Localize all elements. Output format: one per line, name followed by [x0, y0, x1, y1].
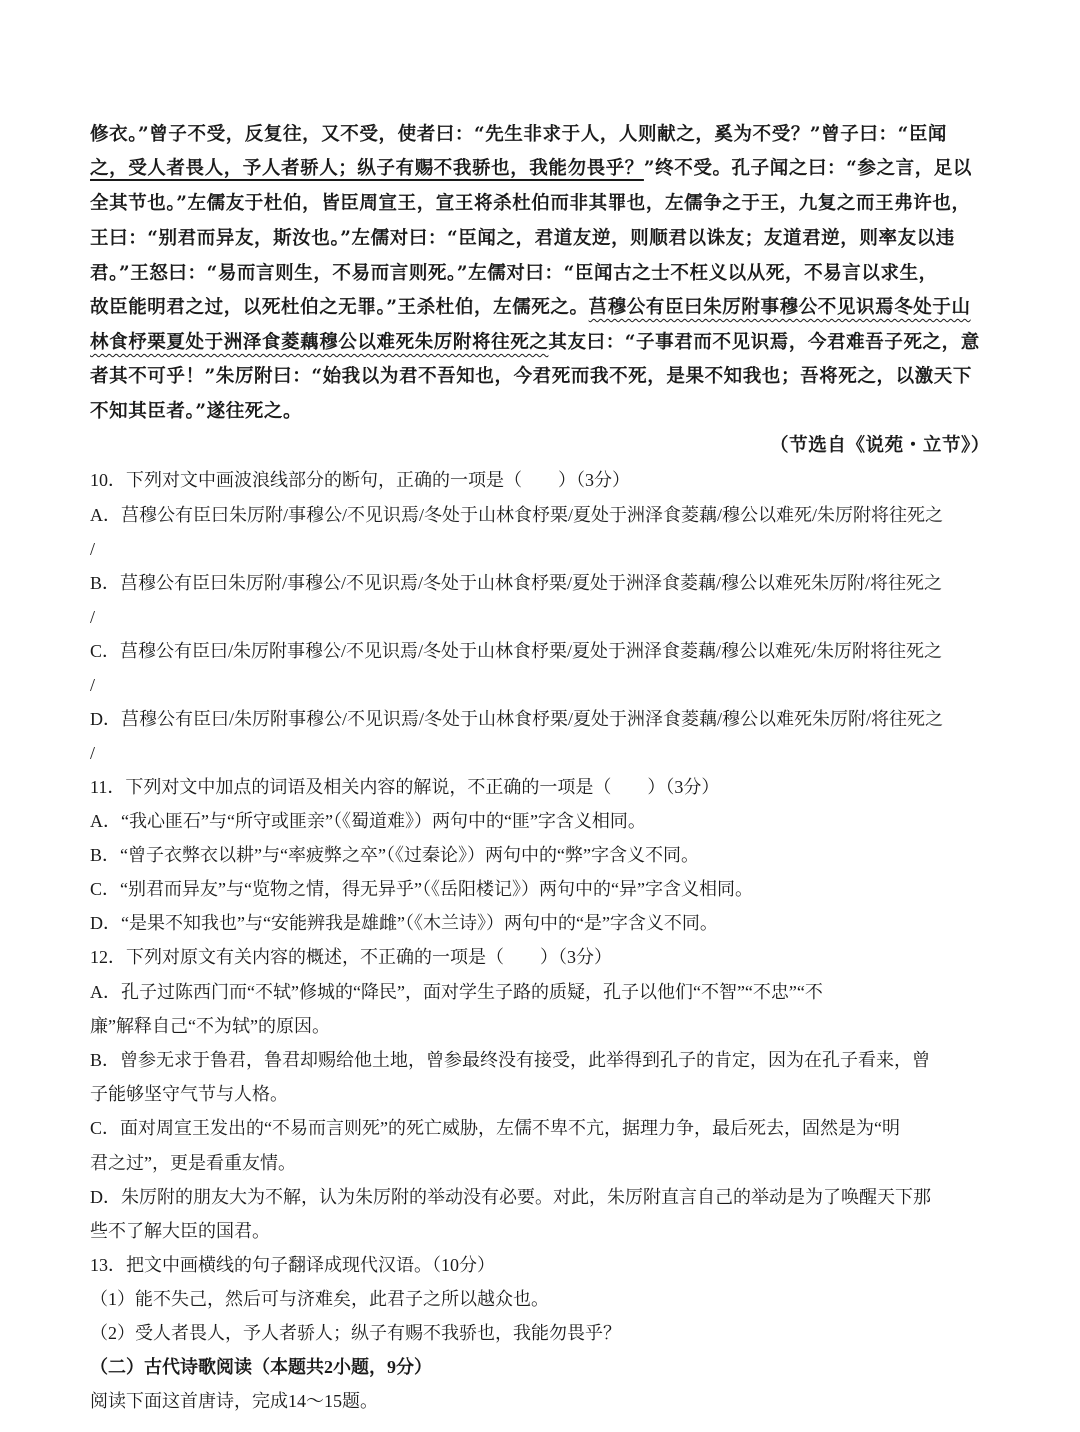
- q13-stem: 13．把文中画横线的句子翻译成现代汉语。（10分）: [90, 1255, 495, 1275]
- q10-option-b: B．莒穆公有臣曰朱厉附/事穆公/不见识焉/冬处于山林食杼栗/夏处于洲泽食菱藕/穆公以难死朱厉附/将往死之: [90, 573, 943, 593]
- q11-option-a: A．“我心匪石”与“所守或匪亲”（《蜀道难》）两句中的“匪”字含义相同。: [90, 811, 646, 831]
- q12-option-c-line-1: C．面对周宣王发出的“不易而言则死”的死亡威胁，左儒不卑不亢，据理力争，最后死去，固然是为“明: [90, 1118, 900, 1138]
- passage-line-2: [90, 156, 990, 182]
- passage-line-5: 君。”王怒曰：“易而言则生，不易而言则死。”左儒对曰：“臣闻古之士不枉义以从死，不易言以求生，: [90, 263, 938, 284]
- q10-option-a: A．莒穆公有臣曰朱厉附/事穆公/不见识焉/冬处于山林食杼栗/夏处于洲泽食菱藕/穆公以难死/朱厉附将往死之: [90, 505, 944, 525]
- q13-sentence-2: （2）受人者畏人，予人者骄人；纵子有赐不我骄也，我能勿畏乎？: [90, 1323, 621, 1343]
- q10-option-d: D．莒穆公有臣曰/朱厉附事穆公/不见识焉/冬处于山林食杼栗/夏处于洲泽食菱藕/穆公以难死朱厉附/将往死之: [90, 709, 944, 729]
- passage-line-1: 修衣。”曾子不受，反复往，又不受，使者曰：“先生非求于人，人则献之，奚为不受？”曾子曰：“臣闻: [90, 124, 948, 145]
- passage-line-3: 全其节也。”左儒友于杜伯，皆臣周宣王，宣王将杀杜伯而非其罪也，左儒争之于王，九复之而王弗许也，: [90, 193, 971, 214]
- passage-line-9: 不知其臣者。”遂往死之。: [90, 401, 303, 422]
- q10-option-d-tail: /: [90, 743, 96, 763]
- wavy-underlined-text-1: 莒穆公有臣曰朱厉附事穆公不见识焉冬处于山: [588, 297, 971, 318]
- section-2-title: （二）古代诗歌阅读（本题共2小题，9分）: [90, 1357, 432, 1377]
- q12-option-d-line-1: D．朱厉附的朋友大为不解，认为朱厉附的举动没有必要。对此，朱厉附直言自己的举动是为了唤醒天下那: [90, 1187, 931, 1207]
- passage-line-6-start: 故臣能明君之过，以死杜伯之无罪。”王杀杜伯，左儒死之。: [90, 297, 589, 318]
- q10-option-c: C．莒穆公有臣曰/朱厉附事穆公/不见识焉/冬处于山林食杼栗/夏处于洲泽食菱藕/穆公以难死/朱厉附将往死之: [90, 641, 943, 661]
- q10-stem: 10．下列对文中画波浪线部分的断句，正确的一项是（ ）（3分）: [90, 470, 630, 490]
- q10-option-c-tail: /: [90, 675, 96, 695]
- q12-option-c-line-2: 君之过”，更是看重友情。: [90, 1153, 296, 1173]
- passage-line-7: [90, 330, 990, 356]
- q11-stem: 11．下列对文中加点的词语及相关内容的解说，不正确的一项是（ ）（3分）: [90, 777, 720, 797]
- q12-option-a-line-1: A．孔子过陈西门而“不轼”修城的“降民”，面对学生子路的质疑，孔子以他们“不智”“不忠”“不: [90, 982, 823, 1002]
- passage-line-2-rest: ”终不受。孔子闻之曰：“参之言，足以: [643, 158, 972, 179]
- q12-option-b-line-2: 子能够坚守气节与人格。: [90, 1084, 288, 1104]
- q12-option-a-line-2: 廉”解释自己“不为轼”的原因。: [90, 1016, 330, 1036]
- q11-option-c: C．“别君而异友”与“览物之情，得无异乎”（《岳阳楼记》）两句中的“异”字含义相同。: [90, 879, 753, 899]
- passage-line-7-rest: 其友曰：“子事君而不见识焉，今君难吾子死之，意: [548, 332, 980, 353]
- q13-sentence-1: （1）能不失己，然后可与济难矣，此君子之所以越众也。: [90, 1289, 549, 1309]
- wavy-underlined-text-2: 林食杼栗夏处于洲泽食菱藕穆公以难死朱厉附将往死之: [90, 332, 549, 353]
- passage-source: （节选自《说苑・立节》）: [770, 435, 990, 456]
- q11-option-d: D．“是果不知我也”与“安能辨我是雄雌”（《木兰诗》）两句中的“是”字含义不同。: [90, 913, 718, 933]
- underlined-sentence: 之，受人者畏人，予人者骄人；纵子有赐不我骄也，我能勿畏乎？: [90, 158, 644, 179]
- passage-line-6: [90, 295, 990, 321]
- q12-stem: 12．下列对原文有关内容的概述，不正确的一项是（ ）（3分）: [90, 947, 612, 967]
- q11-option-b: B．“曾子衣弊衣以耕”与“率疲弊之卒”（《过秦论》）两句中的“弊”字含义不同。: [90, 845, 699, 865]
- passage-line-4: 王曰：“别君而异友，斯汝也。”左儒对曰：“臣闻之，君道友逆，则顺君以诛友；友道君逆，则率友以违: [90, 228, 955, 249]
- q10-option-b-tail: /: [90, 607, 96, 627]
- q12-option-b-line-1: B．曾参无求于鲁君，鲁君却赐给他土地，曾参最终没有接受，此举得到孔子的肯定，因为在孔子看来，曾: [90, 1050, 931, 1070]
- passage-line-8: 者其不可乎！”朱厉附曰：“始我以为君不吾知也，今君死而我不死，是果不知我也；吾将死之，以激天下: [90, 366, 972, 387]
- section-2-intro: 阅读下面这首唐诗，完成14～15题。: [90, 1391, 378, 1411]
- q12-option-d-line-2: 些不了解大臣的国君。: [90, 1221, 270, 1241]
- q10-option-a-tail: /: [90, 539, 96, 559]
